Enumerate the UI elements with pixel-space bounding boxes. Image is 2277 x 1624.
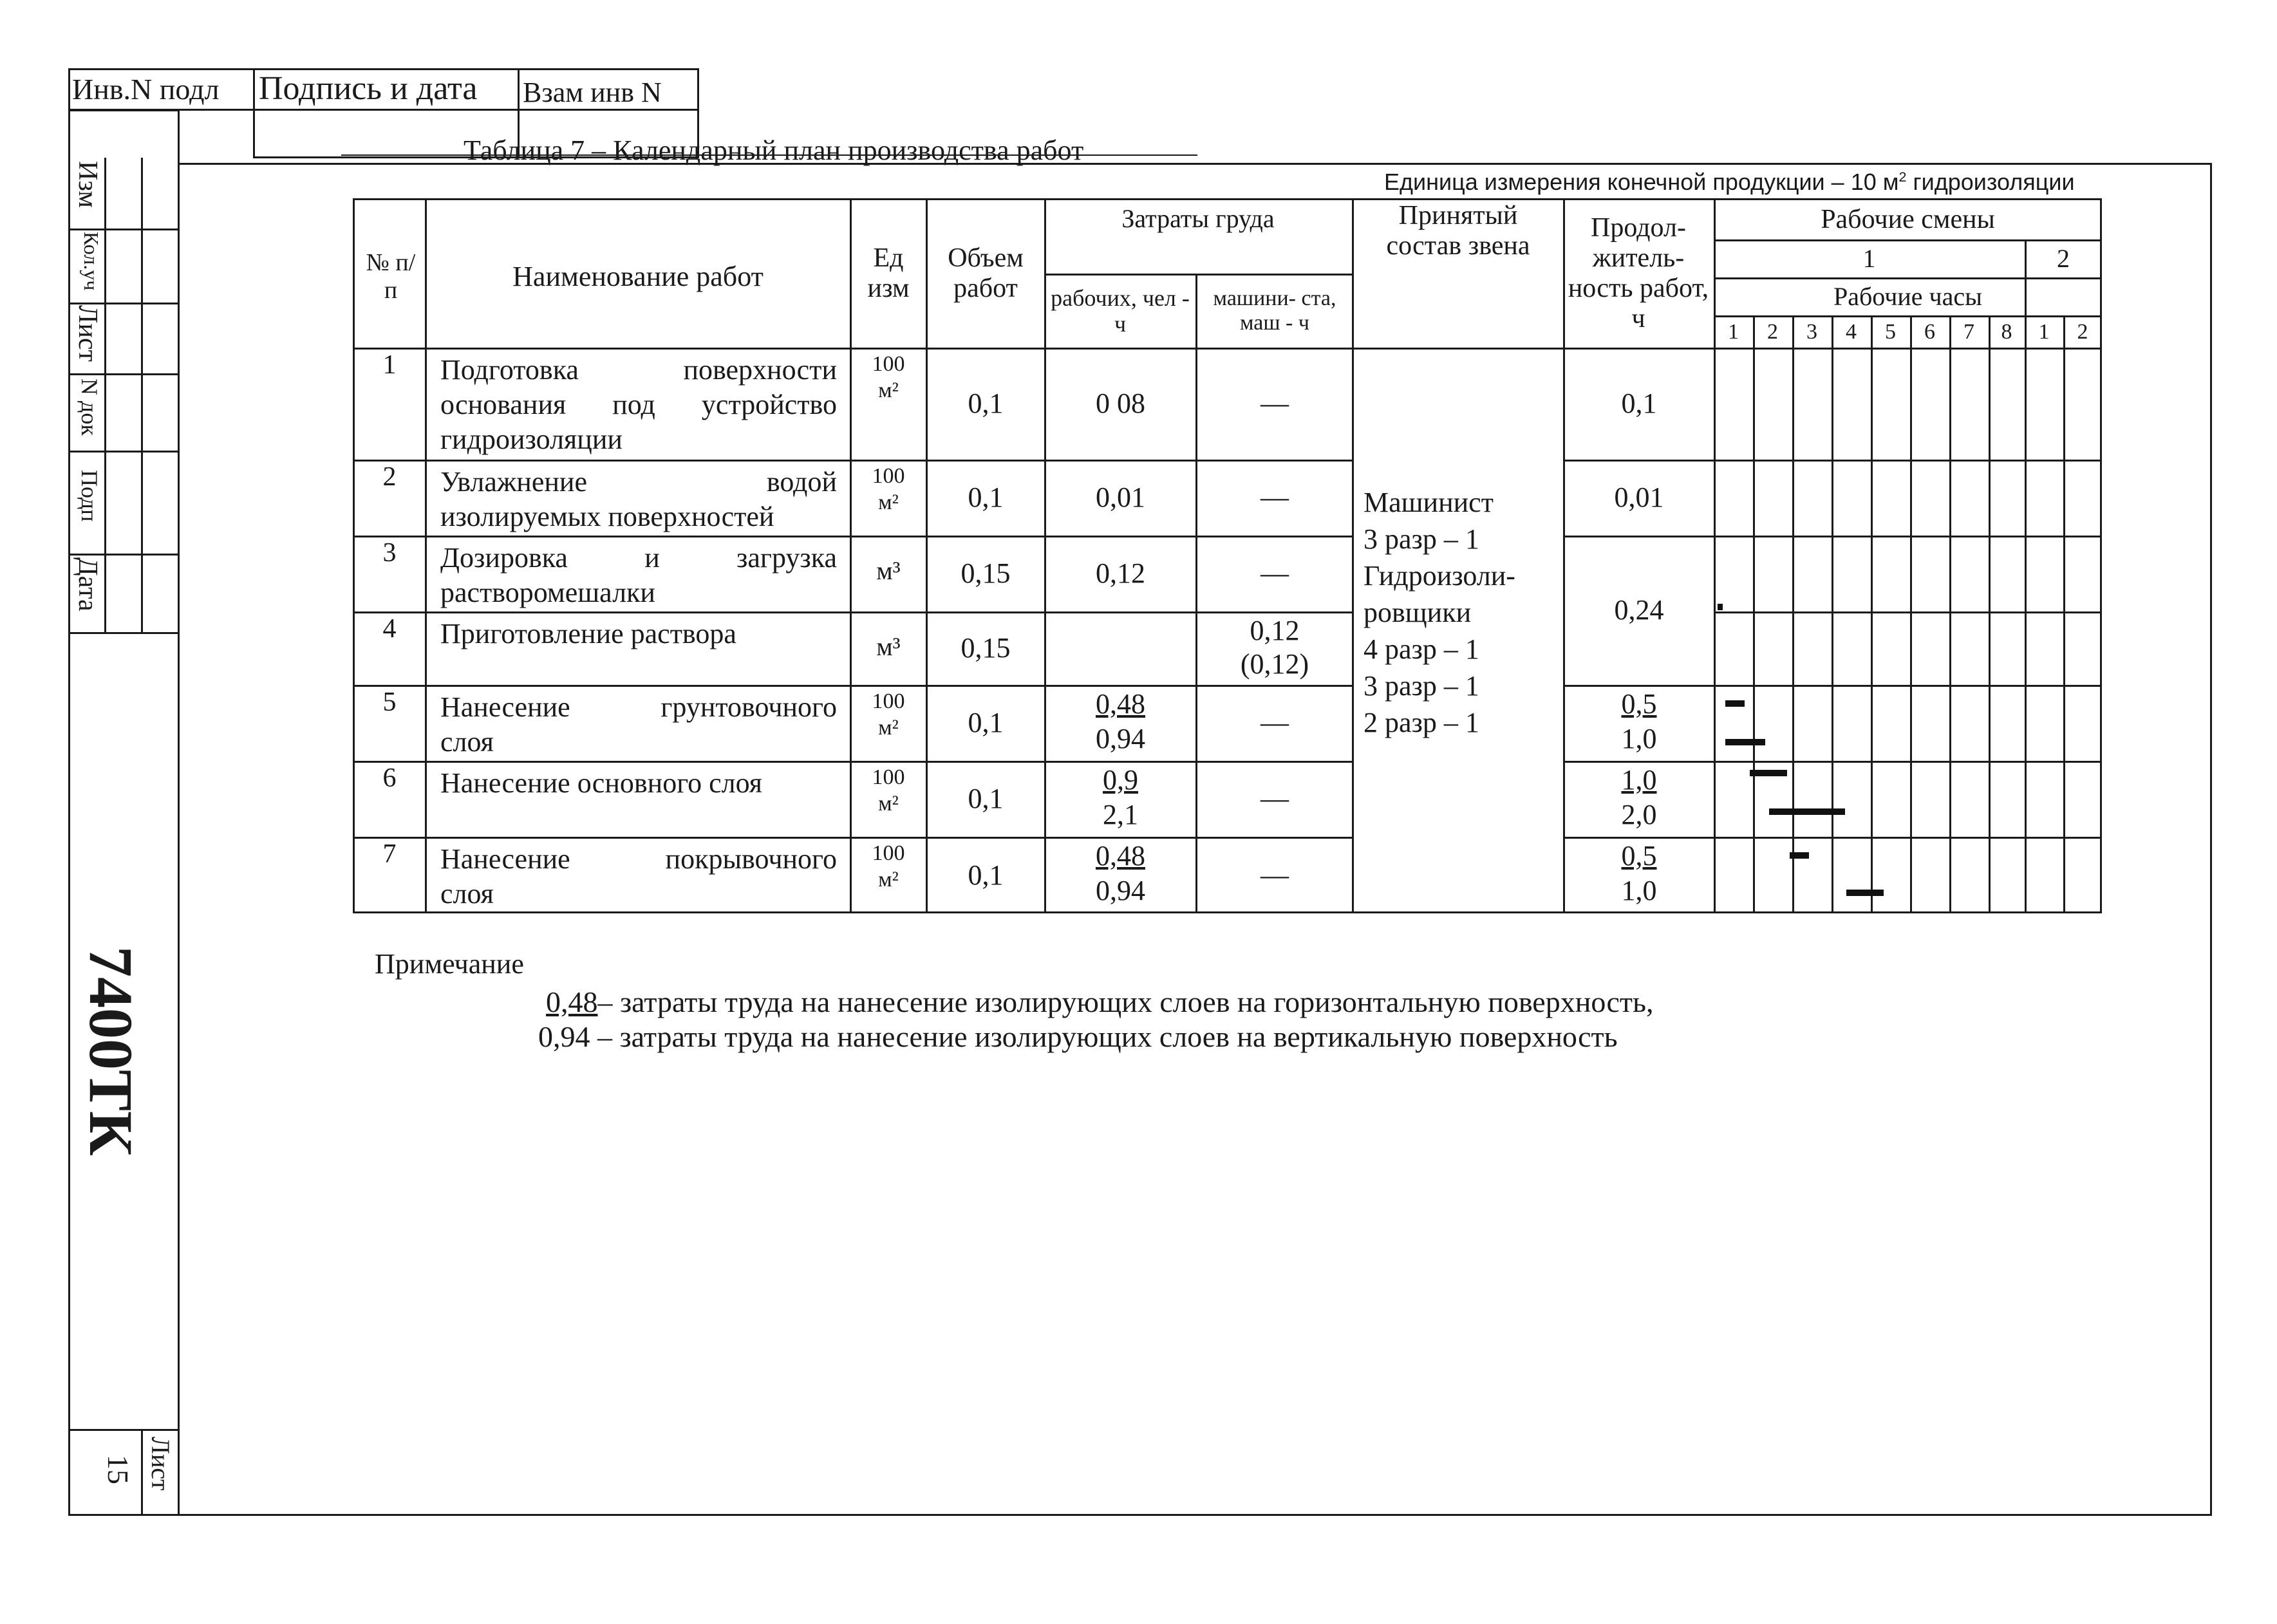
row-num: 4 bbox=[382, 614, 397, 644]
row-workers: 0,12 bbox=[1096, 557, 1145, 590]
col-line-name bbox=[425, 198, 427, 913]
header-shifts: Рабочие смены bbox=[1821, 205, 1995, 235]
header-volume: Объем работ bbox=[948, 243, 1024, 303]
row-duration-top: 0,5 bbox=[1621, 840, 1657, 872]
hour-label: 5 bbox=[1885, 319, 1896, 344]
row-machinists: — bbox=[1260, 859, 1289, 891]
title-strike bbox=[341, 154, 1197, 156]
hour-col-8 bbox=[1989, 315, 1991, 913]
header-labor: Затраты груда bbox=[1121, 203, 1275, 233]
hour-label: 4 bbox=[1846, 319, 1857, 344]
hour-label: 3 bbox=[1806, 319, 1817, 344]
row-num: 1 bbox=[382, 350, 397, 380]
sheet-label: Лист bbox=[146, 1437, 175, 1491]
crew-cell: Машинист 3 разр – 1 Гидроизоли- ровщики 4 разр – 1 3 разр – 1 2 разр – 1 bbox=[1363, 487, 1515, 738]
hour-label: 8 bbox=[2001, 319, 2012, 344]
row-volume: 0,15 bbox=[960, 557, 1011, 590]
row-duration-top: 0,5 bbox=[1621, 688, 1657, 720]
row-workers-top: 0,48 bbox=[1096, 688, 1145, 720]
row-name-line: Нанесение основного слоя bbox=[440, 767, 763, 799]
note-line-2: 0,94 – затраты труда на нанесение изолирующих слоев на вертикальную поверхность bbox=[538, 1020, 1618, 1053]
row-unit-top: 100 bbox=[872, 689, 905, 713]
hour-col-5 bbox=[1871, 315, 1873, 913]
hour-label: 7 bbox=[1963, 319, 1974, 344]
row-unit-bottom: м² bbox=[878, 867, 899, 891]
row-num: 2 bbox=[382, 462, 397, 492]
row-line-3 bbox=[353, 611, 1352, 613]
left-strip-sheet-line bbox=[68, 1429, 180, 1431]
row-volume: 0,15 bbox=[960, 632, 1011, 664]
hour-col-7 bbox=[1949, 315, 1951, 913]
header-unit: Ед изм bbox=[867, 243, 910, 303]
document-code: 7400ТК bbox=[77, 946, 145, 1156]
side-block-row-4 bbox=[68, 451, 180, 453]
header-num: № п/п bbox=[366, 249, 416, 304]
hour-col-4 bbox=[1832, 315, 1833, 913]
row-volume: 0,1 bbox=[968, 707, 1004, 739]
stamp-podpis-data: Подпись и дата bbox=[259, 70, 478, 107]
row-machinists: — bbox=[1260, 557, 1289, 590]
hour-label: 1 bbox=[1728, 319, 1739, 344]
stamp-inv-podl: Инв.N подл bbox=[72, 73, 220, 106]
sheet-number: 15 bbox=[102, 1455, 135, 1484]
row-workers: 0 08 bbox=[1096, 387, 1145, 420]
side-label-izm: Изм bbox=[73, 161, 102, 208]
side-label-data: Дата bbox=[73, 557, 102, 611]
row-line-4b bbox=[1563, 685, 2102, 687]
row-machinists: — bbox=[1260, 707, 1289, 739]
row-name-line: изолируемых поверхностей bbox=[440, 501, 774, 532]
col-line-crew bbox=[1352, 198, 1354, 913]
row-unit-bottom: м² bbox=[878, 715, 899, 740]
row-unit-bottom: м² bbox=[878, 378, 899, 402]
top-stamp-divider-1 bbox=[253, 68, 255, 158]
row-num: 7 bbox=[382, 839, 397, 870]
table-title: Таблица 7 – Календарный план производства работ bbox=[464, 135, 1084, 166]
row-name-line: Приготовление раствора bbox=[440, 618, 736, 649]
left-strip-divider bbox=[141, 1429, 143, 1516]
row-name-line: Подготовка поверхности bbox=[440, 354, 837, 386]
side-block-row-3 bbox=[68, 373, 180, 375]
row-unit-top: 100 bbox=[872, 463, 905, 488]
row-workers: 0,01 bbox=[1096, 481, 1145, 514]
row-duration-bottom: 2,0 bbox=[1621, 799, 1657, 831]
side-block-row-2 bbox=[68, 303, 180, 304]
row-machinists: — bbox=[1260, 783, 1289, 815]
side-label-podp: Подп bbox=[77, 470, 102, 522]
header-shift-2: 2 bbox=[2057, 243, 2070, 273]
row-duration-bottom: 1,0 bbox=[1621, 723, 1657, 755]
note-line-1: 0,48– затраты труда на нанесение изолирующих слоев на горизонтальную поверхность, bbox=[546, 985, 1654, 1018]
header-duration: Продол- житель- ность работ, ч bbox=[1568, 212, 1709, 334]
row-workers-bottom: 0,94 bbox=[1096, 723, 1145, 755]
row-machinists-bottom: (0,12) bbox=[1240, 648, 1309, 680]
hour-label: 6 bbox=[1924, 319, 1935, 344]
row-unit-bottom: м² bbox=[878, 791, 899, 816]
row-workers bbox=[1045, 611, 1195, 685]
row-line-6b bbox=[1563, 837, 2102, 839]
side-block-row-1 bbox=[68, 229, 180, 230]
row-workers-bottom: 0,94 bbox=[1096, 875, 1145, 907]
row-volume: 0,1 bbox=[968, 387, 1004, 420]
left-strip-block-end bbox=[68, 632, 180, 634]
row-num: 3 bbox=[382, 538, 397, 568]
header-hours: Рабочие часы bbox=[1833, 281, 1983, 311]
row-machinists: — bbox=[1260, 481, 1289, 514]
unit-note: Единица измерения конечной продукции – 10 $м^2$ гидроизоляции bbox=[1384, 169, 2075, 195]
gantt-bar-row7-horizontal bbox=[1790, 852, 1809, 859]
row-duration: 0,01 bbox=[1614, 481, 1664, 514]
row-line-3b bbox=[1714, 611, 2102, 613]
side-label-kol-uch: Кол.уч bbox=[80, 232, 103, 291]
side-label-n-dok: N док bbox=[77, 378, 102, 436]
row-unit-bottom: м³ bbox=[876, 631, 901, 661]
row-duration-bottom: 1,0 bbox=[1621, 875, 1657, 907]
row-num: 6 bbox=[382, 763, 397, 794]
row-duration-top: 1,0 bbox=[1621, 764, 1657, 796]
gantt-bar-row5-vertical bbox=[1725, 739, 1765, 745]
row-line-5b bbox=[1563, 761, 2102, 763]
note-value-vertical: 0,94 bbox=[538, 1020, 590, 1053]
row-workers-top: 0,9 bbox=[1103, 764, 1138, 796]
row-volume: 0,1 bbox=[968, 783, 1004, 815]
row-name-line: Нанесение грунтовочного bbox=[440, 691, 837, 723]
row-volume: 0,1 bbox=[968, 481, 1004, 514]
row-name-line: Дозировка и загрузка bbox=[440, 542, 837, 574]
row-name-line: гидроизоляции bbox=[440, 424, 623, 455]
header-workers: рабочих, чел - ч bbox=[1051, 285, 1190, 337]
row-name-line: основания под устройство bbox=[440, 389, 837, 420]
row-unit-top: 100 bbox=[872, 351, 905, 376]
note-label: Примечание bbox=[375, 948, 524, 980]
gantt-bar-row7-vertical bbox=[1846, 890, 1884, 896]
header-name: Наименование работ bbox=[512, 261, 764, 293]
row-machinists-top: 0,12 bbox=[1250, 615, 1300, 647]
hour-col-2 bbox=[1753, 315, 1755, 913]
hour-col-3 bbox=[1792, 315, 1794, 913]
row-machinists: — bbox=[1260, 387, 1289, 420]
row-name-line: растворомешалки bbox=[440, 577, 655, 608]
hour-label: 2 bbox=[2077, 319, 2088, 344]
row-unit-top: 100 bbox=[872, 765, 905, 789]
row-num: 5 bbox=[382, 687, 397, 718]
hour-label: 2 bbox=[1767, 319, 1778, 344]
row-workers-bottom: 2,1 bbox=[1103, 799, 1138, 831]
row-workers-top: 0,48 bbox=[1096, 840, 1145, 872]
stamp-vzam-inv: Взам инв N bbox=[523, 77, 662, 108]
row-unit-bottom: м³ bbox=[876, 555, 901, 585]
row-unit-top: 100 bbox=[872, 841, 905, 865]
side-label-list: Лист bbox=[73, 305, 102, 362]
gantt-bar-row6-horizontal bbox=[1750, 770, 1787, 776]
gantt-bar-row6-vertical bbox=[1769, 808, 1845, 815]
hour-col-6 bbox=[1910, 315, 1912, 913]
row-name-line: слоя bbox=[440, 726, 494, 758]
row-volume: 0,1 bbox=[968, 859, 1004, 891]
gantt-mark-row3 bbox=[1718, 604, 1723, 610]
row-duration: 0,24 bbox=[1614, 594, 1664, 626]
header-machinists: машини- ста, маш - ч bbox=[1213, 286, 1336, 335]
hour-label: 1 bbox=[2038, 319, 2050, 344]
note-value-horizontal: 0,48 bbox=[546, 985, 598, 1018]
row-unit-bottom: м² bbox=[878, 490, 899, 514]
header-shift-1: 1 bbox=[1862, 243, 1876, 273]
header-crew: Принятый состав звена bbox=[1386, 201, 1530, 261]
row-name-line: слоя bbox=[440, 878, 494, 910]
hour-col-10 bbox=[2063, 315, 2065, 913]
row-name-line: Увлажнение водой bbox=[440, 466, 837, 498]
gantt-bar-row5-horizontal bbox=[1725, 700, 1745, 707]
row-name-line: Нанесение покрывочного bbox=[440, 843, 837, 875]
side-block-row-5 bbox=[68, 554, 180, 555]
row-duration: 0,1 bbox=[1621, 387, 1657, 420]
